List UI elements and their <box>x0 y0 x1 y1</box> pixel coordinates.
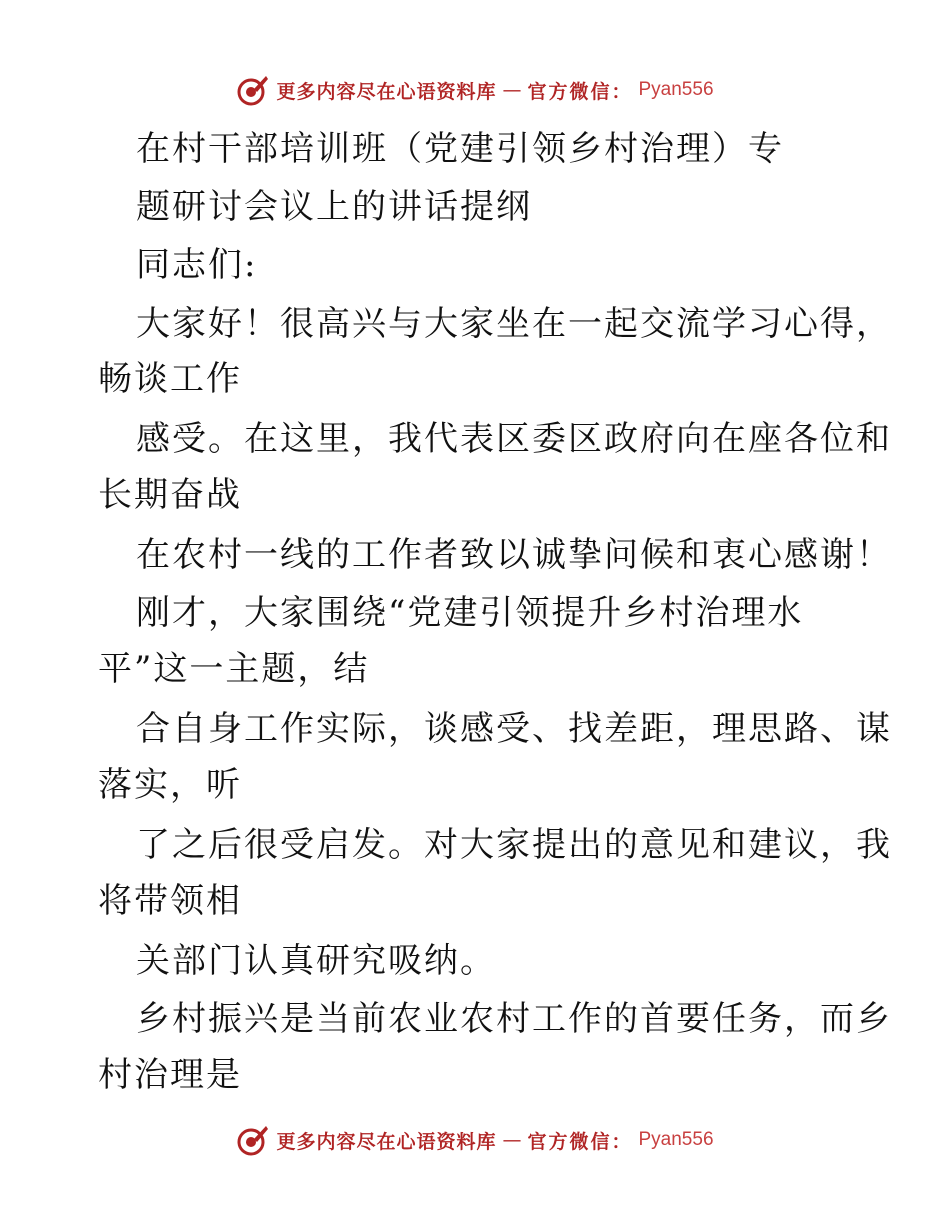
paragraph-line: 在农村一线的工作者致以诚挚问候和衷心感谢！ <box>136 535 892 575</box>
banner-separator: — <box>502 1129 522 1151</box>
salutation: 同志们: <box>136 245 258 285</box>
paragraph-line: 乡村振兴是当前农业农村工作的首要任务，而乡 <box>136 999 892 1039</box>
paragraph-line: 刚才，大家围绕“党建引领提升乡村治理水 <box>136 593 804 633</box>
banner-brand-text: 更多内容尽在心语资料库 <box>276 1130 497 1153</box>
paragraph-line: 关部门认真研究吸纳。 <box>136 941 496 981</box>
paragraph-line: 感受。在这里，我代表区委区政府向在座各位和 <box>136 419 892 459</box>
banner-wechat-label: 官方微信： <box>527 80 633 103</box>
banner-separator: — <box>502 79 522 101</box>
document-title-line-2: 题研讨会议上的讲话提纲 <box>136 187 532 227</box>
paragraph-line: 长期奋战 <box>98 475 242 515</box>
pen-nib-circle-icon <box>236 1123 270 1157</box>
banner-wechat-id: Pyan556 <box>638 1129 714 1150</box>
paragraph-line: 了之后很受启发。对大家提出的意见和建议，我 <box>136 825 892 865</box>
banner-wechat-id: Pyan556 <box>638 79 714 100</box>
paragraph-line: 将带领相 <box>98 881 242 921</box>
document-title-line-1: 在村干部培训班（党建引领乡村治理）专 <box>136 129 784 169</box>
paragraph-line: 村治理是 <box>98 1055 242 1095</box>
banner-wechat-label: 官方微信： <box>527 1130 633 1153</box>
header-watermark-banner <box>0 68 950 112</box>
footer-watermark-banner <box>0 1118 950 1162</box>
paragraph-line: 落实，听 <box>98 765 242 805</box>
paragraph-line: 大家好！很高兴与大家坐在一起交流学习心得， <box>136 304 892 344</box>
banner-brand-text: 更多内容尽在心语资料库 <box>276 80 497 103</box>
pen-nib-circle-icon <box>236 73 270 107</box>
paragraph-line: 畅谈工作 <box>98 359 242 399</box>
paragraph-line: 平”这一主题，结 <box>98 649 370 689</box>
paragraph-line: 合自身工作实际，谈感受、找差距，理思路、谋 <box>136 709 892 749</box>
